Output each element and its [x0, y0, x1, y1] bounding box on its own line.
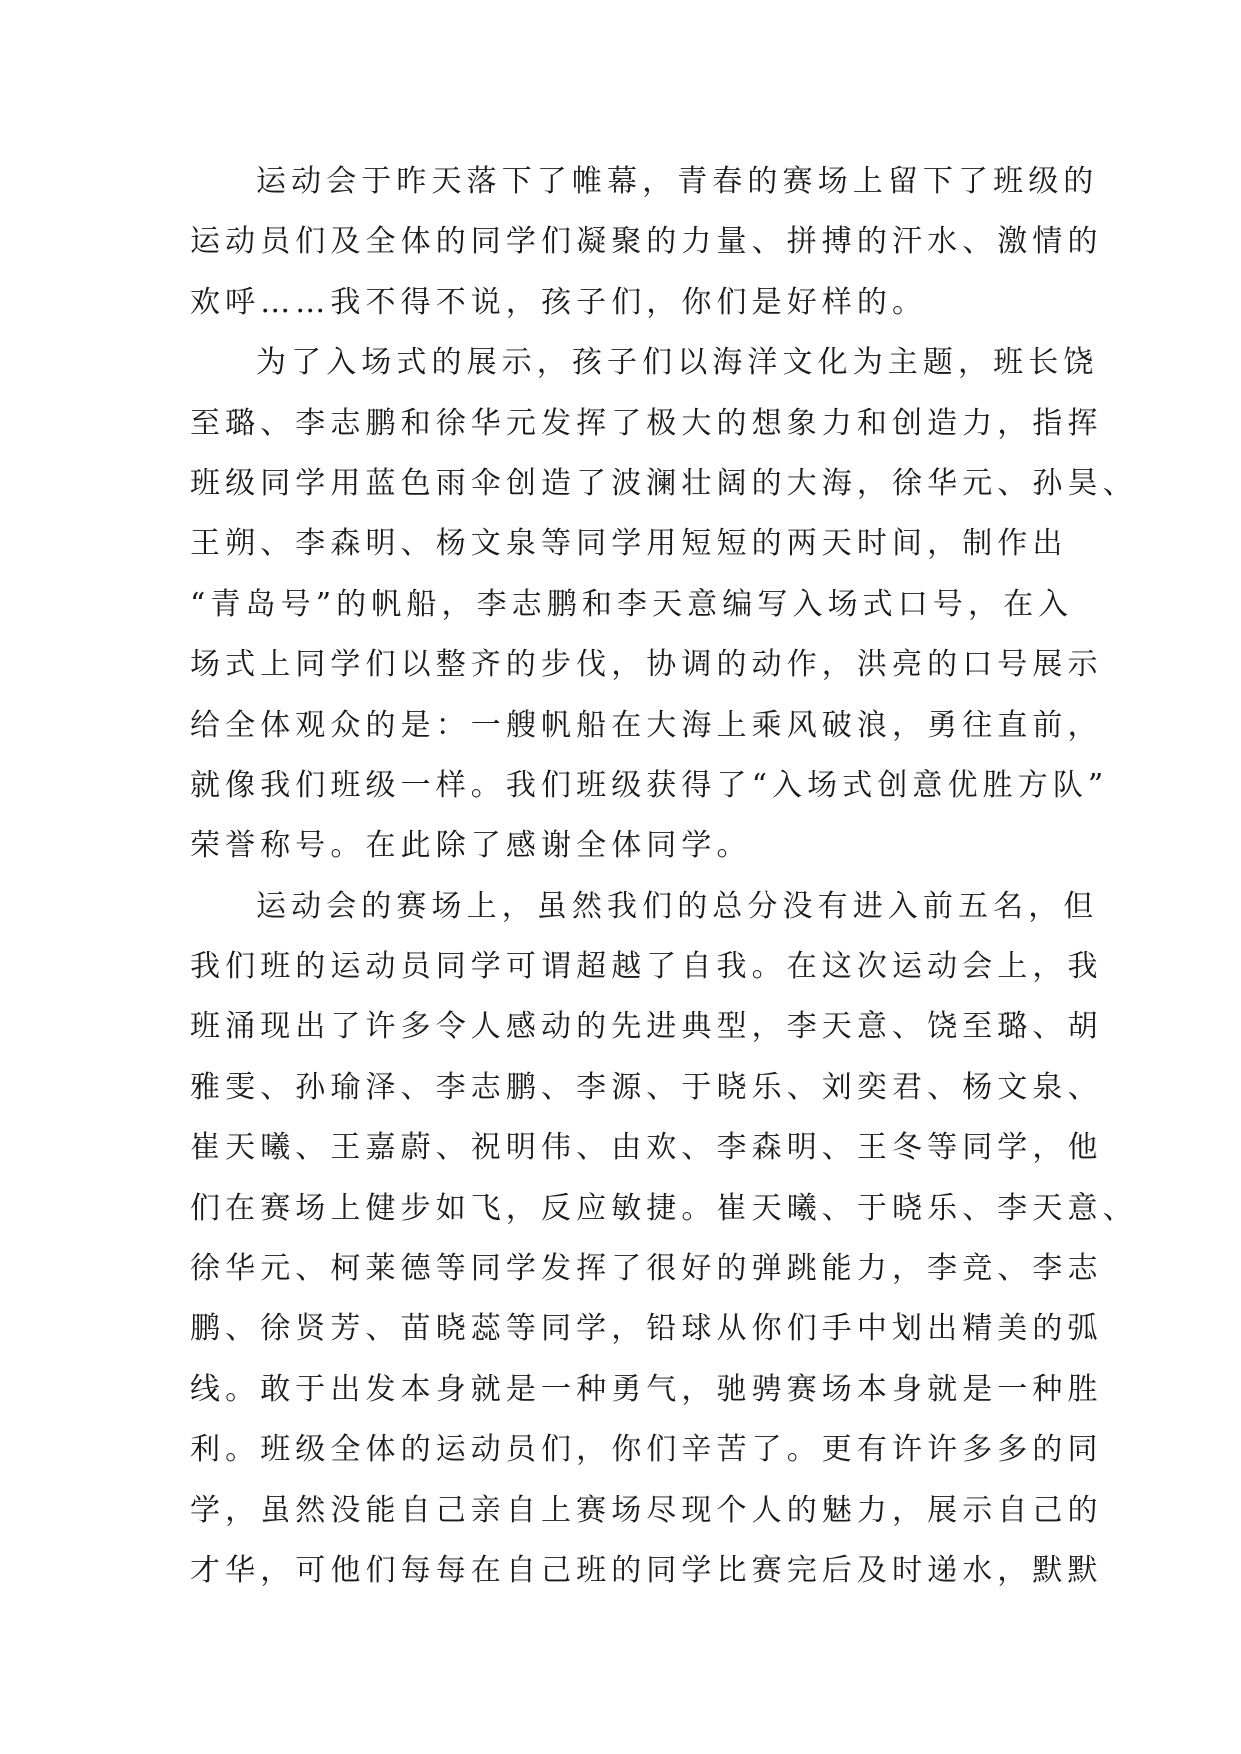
text-line: 班级同学用蓝色雨伞创造了波澜壮阔的大海，徐华元、孙昊、	[190, 465, 1138, 501]
text-line: 学，虽然没能自己亲自上赛场尽现个人的魅力，展示自己的	[190, 1492, 1103, 1528]
text-line: 就像我们班级一样。我们班级获得了“入场式创意优胜方队”	[190, 767, 1109, 803]
text-line: 给全体观众的是：一艘帆船在大海上乘风破浪，勇往直前，	[190, 707, 1103, 743]
text-line: “青岛号”的帆船，李志鹏和李天意编写入场式口号，在入	[190, 586, 1074, 622]
text-line: 鹏、徐贤芳、苗晓蕊等同学，铅球从你们手中划出精美的弧	[190, 1311, 1103, 1347]
text-line: 们在赛场上健步如飞，反应敏捷。崔天曦、于晓乐、李天意、	[190, 1190, 1138, 1226]
text-line: 欢呼……我不得不说，孩子们，你们是好样的。	[190, 284, 928, 320]
text-line: 运动员们及全体的同学们凝聚的力量、拼搏的汗水、激情的	[190, 224, 1103, 260]
text-line: 至璐、李志鹏和徐华元发挥了极大的想象力和创造力，指挥	[190, 405, 1103, 441]
text-line: 徐华元、柯莱德等同学发挥了很好的弹跳能力，李竞、李志	[190, 1251, 1103, 1287]
text-line: 荣誉称号。在此除了感谢全体同学。	[190, 828, 752, 864]
paragraph-1	[190, 152, 1103, 333]
text-line: 王朔、李森明、杨文泉等同学用短短的两天时间，制作出	[190, 526, 1068, 562]
text-line: 班涌现出了许多令人感动的先进典型，李天意、饶至璐、胡	[190, 1009, 1103, 1045]
text-line: 为了入场式的展示，孩子们以海洋文化为主题，班长饶	[256, 345, 1099, 381]
text-line: 利。班级全体的运动员们，你们辛苦了。更有许许多多的同	[190, 1432, 1103, 1468]
document-body	[190, 152, 1138, 1601]
text-line: 才华，可他们每每在自己班的同学比赛完后及时递水，默默	[190, 1552, 1103, 1588]
text-line: 场式上同学们以整齐的步伐，协调的动作，洪亮的口号展示	[190, 647, 1103, 683]
paragraph-3	[190, 877, 1138, 1602]
text-line: 崔天曦、王嘉蔚、祝明伟、由欢、李森明、王冬等同学，他	[190, 1130, 1103, 1166]
text-line: 线。敢于出发本身就是一种勇气，驰骋赛场本身就是一种胜	[190, 1371, 1103, 1407]
paragraph-2	[190, 333, 1138, 877]
text-line: 我们班的运动员同学可谓超越了自我。在这次运动会上，我	[190, 949, 1103, 985]
text-line: 运动会于昨天落下了帷幕，青春的赛场上留下了班级的	[256, 164, 1099, 199]
text-line: 雅雯、孙瑜泽、李志鹏、李源、于晓乐、刘奕君、杨文泉、	[190, 1069, 1103, 1105]
text-line: 运动会的赛场上，虽然我们的总分没有进入前五名，但	[256, 888, 1099, 924]
